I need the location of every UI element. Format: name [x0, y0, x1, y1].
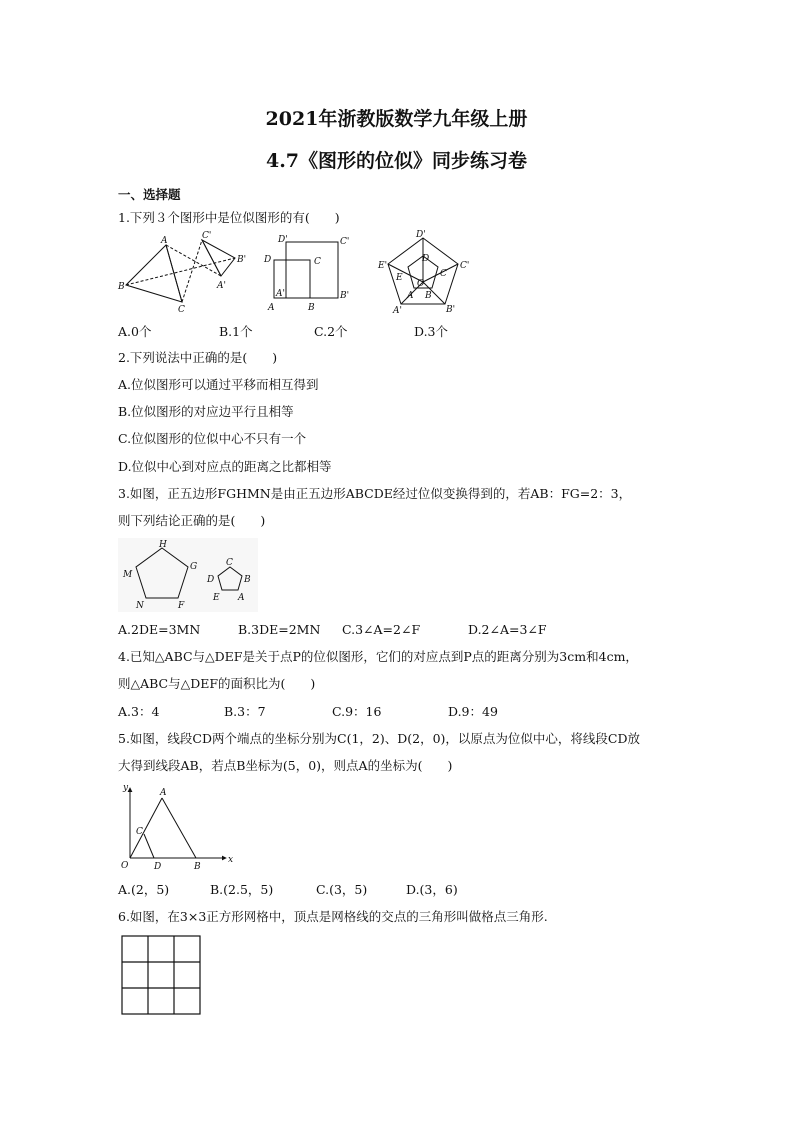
q5-label-B: B — [194, 862, 201, 872]
q1-fig3-label-A: A — [407, 291, 414, 301]
q2-option-d[interactable]: D.位似中心到对应点的距离之比都相等 — [118, 459, 332, 474]
q1-fig3-label-B-prime: B' — [446, 305, 456, 315]
q1-fig2-label-B: B — [308, 303, 315, 313]
document-subtitle: 4.7《图形的位似》同步练习卷 — [265, 150, 528, 172]
q1-fig2-label-C-prime: C' — [340, 237, 350, 247]
q5-label-x: x — [228, 855, 234, 865]
q5-label-C: C — [136, 827, 143, 837]
q3-option-d[interactable]: D.2∠A=3∠F — [468, 622, 547, 637]
q3-label-A: A — [238, 593, 245, 603]
q1-figure-1 — [118, 231, 247, 315]
q1-option-a[interactable]: A.0个 — [118, 324, 152, 339]
q6-stem: 6.如图，在3×3正方形网格中，顶点是网格线的交点的三角形叫做格点三角形. — [118, 909, 548, 924]
q1-option-c[interactable]: C.2个 — [314, 324, 348, 339]
q3-label-M: M — [123, 570, 133, 580]
q4-stem-line-1: 4.已知△ABC与△DEF是关于点P的位似图形，它们的对应点到P点的距离分别为3cm和4cm， — [118, 649, 638, 664]
q5-stem-line-2: 大得到线段AB，若点B坐标为(5，0)，则点A的坐标为( ) — [118, 758, 453, 773]
q5-stem-line-1: 5.如图，线段CD两个端点的坐标分别为C(1，2)、D(2，0)，以原点为位似中心，将线段CD放 — [118, 731, 641, 746]
q5-option-d[interactable]: D.(3，6) — [406, 882, 458, 897]
q2-option-b[interactable]: B.位似图形的对应边平行且相等 — [118, 404, 294, 419]
q3-option-b[interactable]: B.3DE=2MN — [238, 622, 321, 637]
q3-label-B: B — [244, 575, 251, 585]
q1-fig3-label-O: O — [417, 279, 425, 289]
q6-grid-figure — [121, 935, 201, 1015]
q1-fig1-label-C: C — [178, 305, 185, 315]
q4-option-c[interactable]: C.9：16 — [332, 704, 382, 719]
q1-fig3-label-A-prime: A' — [393, 306, 402, 316]
q1-fig2-label-A: A — [268, 303, 275, 313]
q3-option-a[interactable]: A.2DE=3MN — [118, 622, 201, 637]
q3-option-c[interactable]: C.3∠A=2∠F — [342, 622, 421, 637]
q1-fig1-label-A-prime: A' — [217, 281, 226, 291]
q1-option-b[interactable]: B.1个 — [219, 324, 253, 339]
q3-label-C: C — [226, 558, 233, 568]
section-heading: 一、选择题 — [118, 187, 181, 202]
q1-fig3-label-B: B — [425, 291, 432, 301]
q1-option-d[interactable]: D.3个 — [414, 324, 449, 339]
q1-figure-2 — [262, 234, 356, 314]
q1-fig3-label-D: D — [422, 254, 430, 264]
q1-fig3-label-D-prime: D' — [416, 230, 426, 240]
q1-fig3-label-E: E — [396, 273, 403, 283]
q5-label-D: D — [154, 862, 162, 872]
q1-fig2-label-A-prime: A' — [276, 289, 285, 299]
q5-option-a[interactable]: A.(2，5) — [118, 882, 170, 897]
q1-fig1-label-B-prime: B' — [237, 255, 247, 265]
q5-label-O: O — [121, 861, 129, 871]
q2-stem: 2.下列说法中正确的是( ) — [118, 350, 278, 365]
document-title: 2021年浙教版数学九年级上册 — [265, 108, 528, 130]
q2-option-a[interactable]: A.位似图形可以通过平移而相互得到 — [118, 377, 319, 392]
q1-stem: 1.下列３个图形中是位似图形的有( ) — [118, 210, 340, 225]
q5-label-y: y — [123, 783, 129, 793]
q5-label-A: A — [160, 788, 167, 798]
q4-stem-line-2: 则△ABC与△DEF的面积比为( ) — [118, 676, 316, 691]
q3-label-H: H — [159, 540, 167, 550]
q1-fig2-label-B-prime: B' — [340, 291, 350, 301]
q1-fig1-label-A: A — [161, 236, 168, 246]
q5-option-c[interactable]: C.(3，5) — [316, 882, 368, 897]
q1-fig1-label-B: B — [118, 282, 125, 292]
q3-stem-line-2: 则下列结论正确的是( ) — [118, 513, 266, 528]
q2-option-c[interactable]: C.位似图形的位似中心不只有一个 — [118, 431, 307, 446]
q1-fig2-label-D: D — [264, 255, 272, 265]
q5-option-b[interactable]: B.(2.5，5) — [210, 882, 274, 897]
q1-fig3-label-C-prime: C' — [460, 261, 470, 271]
q3-label-D: D — [207, 575, 215, 585]
q4-option-d[interactable]: D.9：49 — [448, 704, 498, 719]
q3-label-N: N — [136, 601, 144, 611]
q1-fig1-label-C-prime: C' — [202, 231, 212, 241]
q1-fig2-label-D-prime: D' — [278, 235, 288, 245]
q3-label-F: F — [178, 601, 185, 611]
q4-option-b[interactable]: B.3：7 — [224, 704, 266, 719]
q1-fig3-label-E-prime: E' — [378, 261, 388, 271]
q3-figure — [118, 538, 258, 612]
q3-label-E: E — [213, 593, 220, 603]
q4-option-a[interactable]: A.3：4 — [118, 704, 160, 719]
q1-fig2-label-C: C — [314, 257, 321, 267]
q1-figure-3 — [378, 232, 468, 316]
q5-figure — [118, 782, 236, 872]
q3-stem-line-1: 3.如图，正五边形FGHMN是由正五边形ABCDE经过位似变换得到的，若AB：FG=2：3， — [118, 486, 632, 501]
q3-label-G: G — [190, 562, 198, 572]
q1-fig3-label-C: C — [440, 269, 447, 279]
